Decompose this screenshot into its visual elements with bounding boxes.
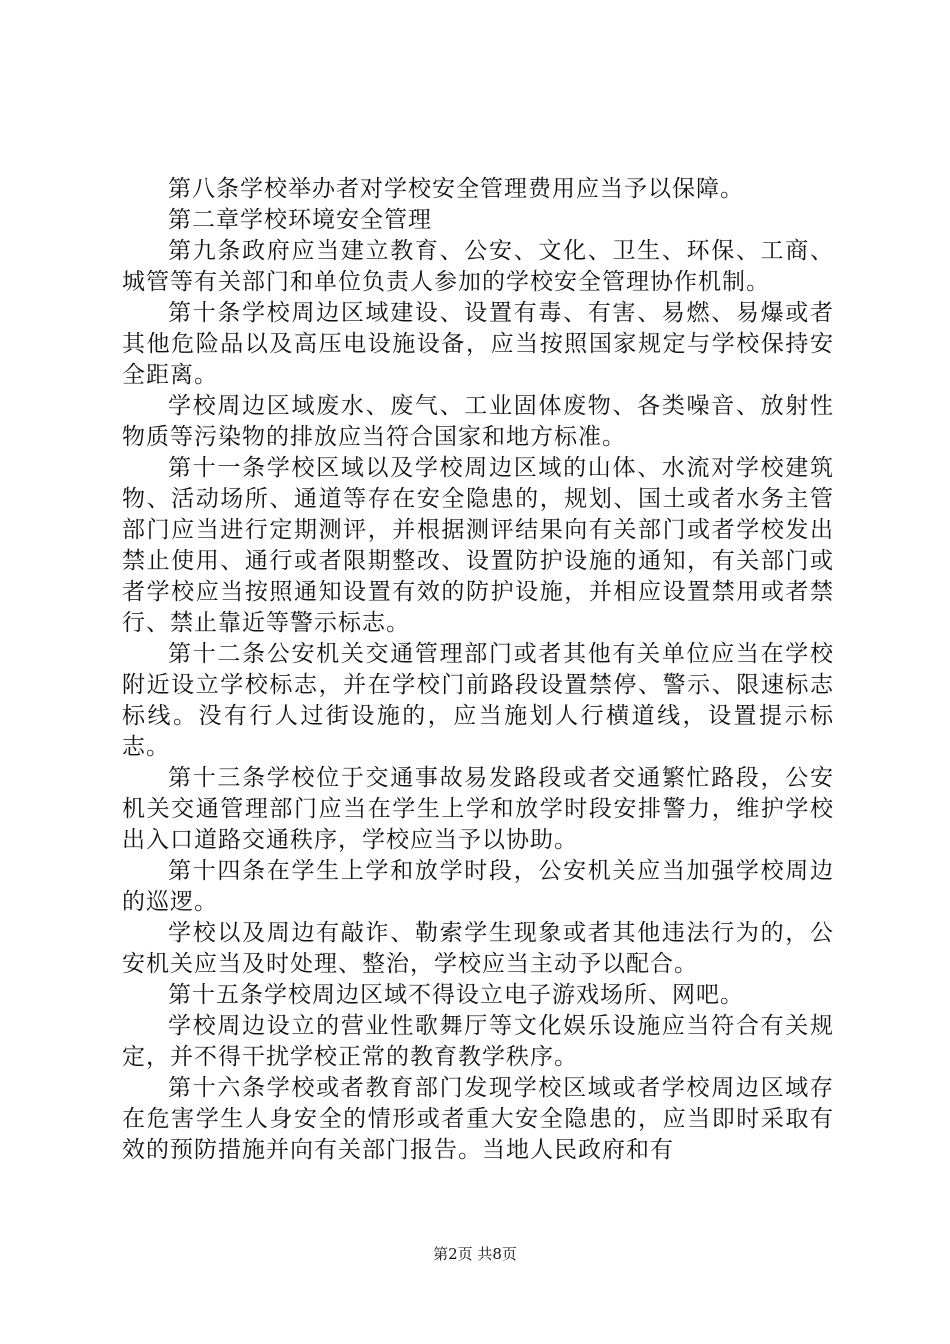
paragraph-article-11: 第十一条学校区域以及学校周边区域的山体、水流对学校建筑物、活动场所、通道等存在安全隐患的，规划、国土或者水务主管部门应当进行定期测评，并根据测评结果向有关部门或者学校发出禁止使用、通行或者限期整改、设置防护设施的通知，有关部门或者学校应当按照通知设置有效的防护设施，并相应设置禁用或者禁行、禁止靠近等警示标志。 [122, 455, 834, 636]
paragraph-article-14: 第十四条在学生上学和放学时段，公安机关应当加强学校周边的巡逻。 [122, 858, 834, 915]
paragraph-article-8: 第八条学校举办者对学校安全管理费用应当予以保障。 [168, 176, 744, 202]
paragraph-article-9: 第九条政府应当建立教育、公安、文化、卫生、环保、工商、城管等有关部门和单位负责人参加的学校安全管理协作机制。 [122, 238, 834, 295]
paragraph-article-16: 第十六条学校或者教育部门发现学校区域或者学校周边区域存在危害学生人身安全的情形或者重大安全隐患的，应当即时采取有效的预防措施并向有关部门报告。当地人民政府和有 [122, 1075, 834, 1163]
paragraph-pollution: 学校周边区域废水、废气、工业固体废物、各类噪音、放射性物质等污染物的排放应当符合国家和地方标准。 [122, 393, 834, 450]
paragraph-extortion: 学校以及周边有敲诈、勒索学生现象或者其他违法行为的，公安机关应当及时处理、整治，学校应当主动予以配合。 [122, 920, 834, 977]
paragraph-article-12: 第十二条公安机关交通管理部门或者其他有关单位应当在学校附近设立学校标志，并在学校门前路段设置禁停、警示、限速标志标线。没有行人过街设施的，应当施划人行横道线，设置提示标志。 [122, 641, 834, 760]
paragraph-article-10: 第十条学校周边区域建设、设置有毒、有害、易燃、易爆或者其他危险品以及高压电设施设备，应当按照国家规定与学校保持安全距离。 [122, 300, 834, 388]
document-body [122, 174, 834, 1166]
paragraph-article-15: 第十五条学校周边区域不得设立电子游戏场所、网吧。 [168, 982, 744, 1008]
paragraph-entertainment: 学校周边设立的营业性歌舞厅等文化娱乐设施应当符合有关规定，并不得干扰学校正常的教育教学秩序。 [122, 1013, 834, 1070]
chapter-2-heading: 第二章学校环境安全管理 [168, 207, 432, 233]
page-number-footer: 第2页 共8页 [433, 1245, 517, 1263]
paragraph-article-13: 第十三条学校位于交通事故易发路段或者交通繁忙路段，公安机关交通管理部门应当在学生上学和放学时段安排警力，维护学校出入口道路交通秩序，学校应当予以协助。 [122, 765, 834, 853]
